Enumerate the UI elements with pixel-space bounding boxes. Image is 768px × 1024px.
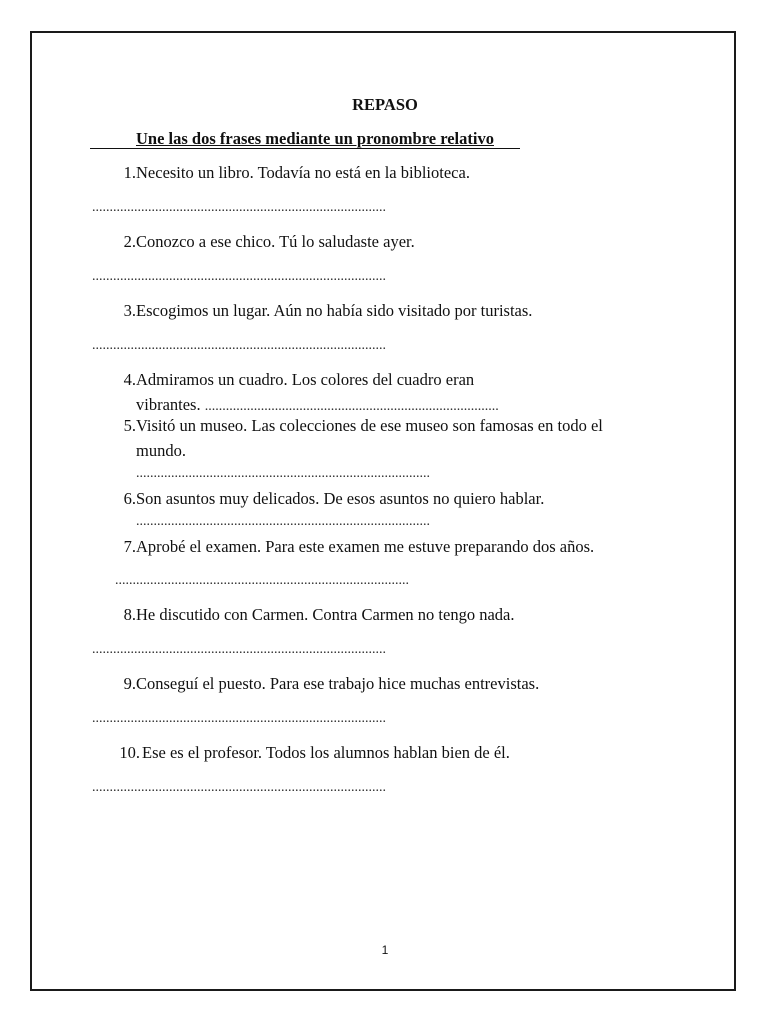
- answer-line-8: ....................................................................................: [92, 642, 386, 657]
- answer-line-2: ....................................................................................: [92, 269, 386, 284]
- item-number: 10.: [119, 743, 140, 762]
- item-number: 3.: [123, 301, 136, 320]
- instructions-underline: [90, 148, 520, 149]
- instructions-text: Une las dos frases mediante un pronombre relativo: [136, 129, 494, 148]
- answer-line-3: ....................................................................................: [92, 338, 386, 353]
- item-text: Visitó un museo. Las colecciones de ese museo son famosas en todo el: [136, 416, 603, 435]
- exercise-item-4-cont: [136, 397, 499, 414]
- item-text: Aprobé el examen. Para este examen me estuve preparando dos años.: [136, 537, 595, 556]
- item-number: 1.: [123, 163, 136, 182]
- item-text: Conseguí el puesto. Para ese trabajo hice muchas entrevistas.: [136, 674, 540, 693]
- answer-line-6: ....................................................................................: [136, 514, 430, 529]
- page-number: 1: [381, 943, 389, 957]
- item-number: 5.: [123, 416, 136, 435]
- item-text: Son asuntos muy delicados. De esos asuntos no quiero hablar.: [136, 489, 545, 508]
- item-text: Escogimos un lugar. Aún no había sido visitado por turistas.: [136, 301, 533, 320]
- answer-line-7: ....................................................................................: [115, 573, 409, 588]
- item-number: 6.: [123, 489, 136, 508]
- answer-line-4: ....................................................................................: [204, 399, 499, 414]
- document-page: [30, 31, 736, 991]
- item-text-cont: vibrantes.: [136, 395, 201, 414]
- item-number: 2.: [123, 232, 136, 251]
- page-title: REPASO: [352, 95, 418, 114]
- answer-line-9: ....................................................................................: [92, 711, 386, 726]
- item-text: He discutido con Carmen. Contra Carmen no tengo nada.: [136, 605, 515, 624]
- answer-line-1: ....................................................................................: [92, 200, 386, 215]
- item-text-cont: mundo.: [136, 441, 186, 460]
- item-text: Ese es el profesor. Todos los alumnos hablan bien de él.: [142, 743, 510, 762]
- answer-line-5: ....................................................................................: [136, 466, 430, 481]
- item-text: Conozco a ese chico. Tú lo saludaste ayer.: [136, 232, 415, 251]
- item-text: Necesito un libro. Todavía no está en la biblioteca.: [136, 163, 470, 182]
- item-number: 4.: [123, 370, 136, 389]
- item-text: Admiramos un cuadro. Los colores del cuadro eran: [136, 370, 475, 389]
- answer-line-10: ....................................................................................: [92, 780, 386, 795]
- item-number: 7.: [123, 537, 136, 556]
- item-number: 9.: [123, 674, 136, 693]
- item-number: 8.: [123, 605, 136, 624]
